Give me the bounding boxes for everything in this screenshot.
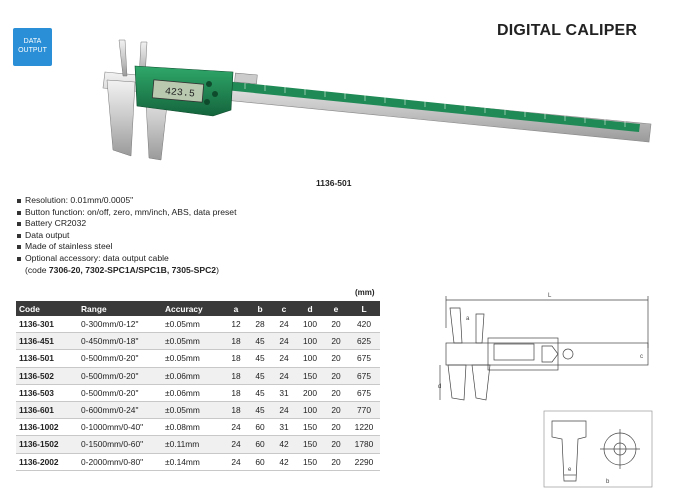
table-cell: 24 <box>272 401 296 418</box>
table-cell: 1136-301 <box>16 316 78 333</box>
table-cell: 150 <box>296 419 324 436</box>
table-cell: 0-300mm/0-12" <box>78 316 162 333</box>
table-cell: 45 <box>248 401 272 418</box>
table-cell: ±0.06mm <box>162 367 224 384</box>
table-cell: 1220 <box>348 419 380 436</box>
spec-item: Button function: on/off, zero, mm/inch, ABS, data preset <box>16 207 236 219</box>
table-cell: 20 <box>324 453 348 470</box>
table-cell: 24 <box>272 350 296 367</box>
badge-line1: DATA <box>23 38 42 45</box>
table-cell: 1136-502 <box>16 367 78 384</box>
table-row <box>16 401 380 418</box>
table-cell: 20 <box>324 350 348 367</box>
table-cell: 24 <box>272 316 296 333</box>
col-b: b <box>248 301 272 316</box>
table-cell: 18 <box>224 350 248 367</box>
table-cell: 24 <box>272 367 296 384</box>
table-header-row <box>16 301 380 316</box>
table-cell: 1136-1002 <box>16 419 78 436</box>
table-cell: 100 <box>296 333 324 350</box>
table-row <box>16 333 380 350</box>
table-cell: 0-500mm/0-20" <box>78 367 162 384</box>
table-cell: ±0.05mm <box>162 350 224 367</box>
model-label: 1136-501 <box>316 178 352 188</box>
table-cell: ±0.08mm <box>162 419 224 436</box>
table-cell: 60 <box>248 453 272 470</box>
spec-item-continuation <box>16 265 236 277</box>
table-cell: 28 <box>248 316 272 333</box>
table-cell: 42 <box>272 436 296 453</box>
col-d: d <box>296 301 324 316</box>
spec-item: Resolution: 0.01mm/0.0005" <box>16 195 236 207</box>
table-cell: 675 <box>348 384 380 401</box>
table-cell: 31 <box>272 384 296 401</box>
table-cell: 20 <box>324 333 348 350</box>
table-cell: 45 <box>248 333 272 350</box>
table-cell: 24 <box>224 453 248 470</box>
table-cell: 1780 <box>348 436 380 453</box>
unit-label: (mm) <box>355 288 375 297</box>
table-cell: 150 <box>296 453 324 470</box>
table-row <box>16 350 380 367</box>
col-code: Code <box>16 301 78 316</box>
table-cell: 770 <box>348 401 380 418</box>
table-cell: 20 <box>324 384 348 401</box>
table-cell: 24 <box>272 333 296 350</box>
table-cell: 0-500mm/0-20" <box>78 350 162 367</box>
table-cell: ±0.06mm <box>162 384 224 401</box>
table-cell: 0-450mm/0-18" <box>78 333 162 350</box>
table-cell: 0-500mm/0-20" <box>78 384 162 401</box>
table-cell: 420 <box>348 316 380 333</box>
table-cell: 20 <box>324 316 348 333</box>
label-a: a <box>466 316 470 322</box>
spec-cont-codes: 7306-20, 7302-SPC1A/SPC1B, 7305-SPC2 <box>48 264 217 275</box>
col-a: a <box>224 301 248 316</box>
spec-list <box>16 195 236 276</box>
label-e: e <box>568 467 572 473</box>
table-cell: 100 <box>296 401 324 418</box>
table-cell: ±0.11mm <box>162 436 224 453</box>
table-cell: 2290 <box>348 453 380 470</box>
table-cell: 100 <box>296 316 324 333</box>
table-cell: 0-600mm/0-24" <box>78 401 162 418</box>
cross-section-drawing <box>542 409 654 489</box>
table-cell: 20 <box>324 436 348 453</box>
caliper-photo <box>95 36 655 166</box>
table-body <box>16 316 380 470</box>
table-cell: 675 <box>348 367 380 384</box>
table-cell: 0-1500mm/0-60" <box>78 436 162 453</box>
table-cell: 100 <box>296 350 324 367</box>
table-cell: ±0.05mm <box>162 333 224 350</box>
table-cell: 20 <box>324 419 348 436</box>
spec-table <box>16 301 380 471</box>
table-cell: 42 <box>272 453 296 470</box>
spec-cont-prefix: (code <box>25 264 49 275</box>
table-cell: 45 <box>248 384 272 401</box>
table-cell: 20 <box>324 367 348 384</box>
col-l: L <box>348 301 380 316</box>
col-accuracy: Accuracy <box>162 301 224 316</box>
display-reading: 423.5 <box>164 86 196 101</box>
table-row <box>16 384 380 401</box>
table-row <box>16 419 380 436</box>
table-cell: 60 <box>248 436 272 453</box>
table-cell: 18 <box>224 401 248 418</box>
table-cell: 60 <box>248 419 272 436</box>
table-row <box>16 436 380 453</box>
table-cell: 1136-451 <box>16 333 78 350</box>
table-row <box>16 367 380 384</box>
table-cell: 45 <box>248 367 272 384</box>
table-cell: 1136-2002 <box>16 453 78 470</box>
table-cell: 0-1000mm/0-40" <box>78 419 162 436</box>
table-cell: 1136-1502 <box>16 436 78 453</box>
col-e: e <box>324 301 348 316</box>
dimension-drawing <box>436 288 658 402</box>
badge-line2: OUTPUT <box>18 47 47 54</box>
table-cell: 24 <box>224 419 248 436</box>
table-cell: 18 <box>224 384 248 401</box>
table-cell: 20 <box>324 401 348 418</box>
page-title: DIGITAL CALIPER <box>497 22 638 39</box>
table-cell: 31 <box>272 419 296 436</box>
table-cell: ±0.14mm <box>162 453 224 470</box>
table-cell: 200 <box>296 384 324 401</box>
table-cell: ±0.05mm <box>162 401 224 418</box>
table-cell: 1136-601 <box>16 401 78 418</box>
spec-item: Data output <box>16 230 236 242</box>
table-cell: 675 <box>348 350 380 367</box>
table-cell: 12 <box>224 316 248 333</box>
spec-item: Battery CR2032 <box>16 218 236 230</box>
table-cell: ±0.05mm <box>162 316 224 333</box>
table-cell: 1136-501 <box>16 350 78 367</box>
col-range: Range <box>78 301 162 316</box>
data-output-badge <box>13 28 52 66</box>
table-row <box>16 316 380 333</box>
label-b: b <box>606 479 610 485</box>
table-row <box>16 453 380 470</box>
spec-cont-suffix: ) <box>216 264 219 275</box>
table-cell: 18 <box>224 333 248 350</box>
table-cell: 1136-503 <box>16 384 78 401</box>
col-c: c <box>272 301 296 316</box>
label-d: d <box>438 384 442 390</box>
table-cell: 0-2000mm/0-80" <box>78 453 162 470</box>
table-cell: 18 <box>224 367 248 384</box>
table-cell: 24 <box>224 436 248 453</box>
spec-item: Made of stainless steel <box>16 241 236 253</box>
label-c: c <box>640 354 643 360</box>
table-cell: 150 <box>296 367 324 384</box>
table-cell: 625 <box>348 333 380 350</box>
table-cell: 45 <box>248 350 272 367</box>
spec-item: Optional accessory: data output cable <box>16 253 236 265</box>
table-cell: 150 <box>296 436 324 453</box>
label-L: L <box>548 293 552 299</box>
